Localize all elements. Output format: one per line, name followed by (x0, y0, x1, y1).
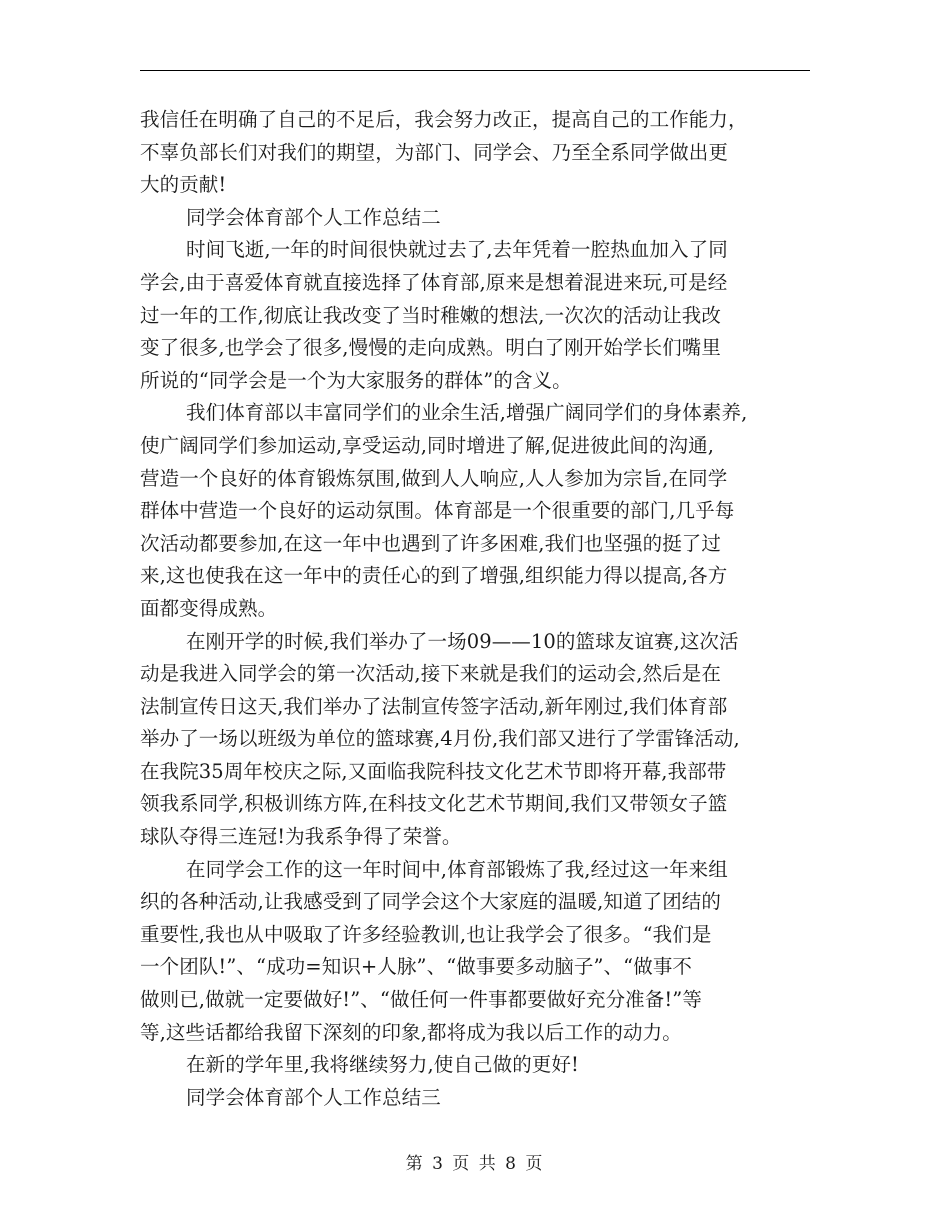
text-line: 面都变得成熟。 (140, 596, 278, 620)
text-line: 在同学会工作的这一年时间中,体育部锻炼了我,经过这一年来组 (186, 857, 728, 881)
text-line: 次活动都要参加,在这一年中也遇到了许多困难,我们也坚强的挺了过 (140, 531, 721, 555)
text-line: 织的各种活动,让我感受到了同学会这个大家庭的温暖,知道了团结的 (140, 890, 721, 914)
text-line: 所说的“同学会是一个为大家服务的群体”的含义。 (140, 368, 572, 392)
text-line: 来,这也使我在这一年中的责任心的到了增强,组织能力得以提高,各方 (140, 564, 728, 588)
text-line: 在新的学年里,我将继续努力,使自己做的更好! (186, 1053, 579, 1077)
text-line: 举办了一场以班级为单位的篮球赛,4月份,我们部又进行了学雷锋活动, (140, 727, 740, 751)
text-line: 学会,由于喜爱体育就直接选择了体育部,原来是想着混进来玩,可是经 (140, 270, 728, 294)
text-line: 领我系同学,积极训练方阵,在科技文化艺术节期间,我们又带领女子篮 (140, 792, 728, 816)
text-line: 同学会体育部个人工作总结三 (186, 1085, 441, 1109)
text-line: 同学会体育部个人工作总结二 (186, 205, 441, 229)
page-footer: 第 3 页 共 8 页 (405, 1154, 545, 1174)
text-line: 等,这些话都给我留下深刻的印象,都将成为我以后工作的动力。 (140, 1020, 682, 1044)
text-line: 球队夺得三连冠!为我系争得了荣誉。 (140, 825, 462, 849)
text-line: 时间飞逝,一年的时间很快就过去了,去年凭着一腔热血加入了同 (186, 238, 728, 262)
text-line: 动是我进入同学会的第一次活动,接下来就是我们的运动会,然后是在 (140, 662, 721, 686)
text-line: 过一年的工作,彻底让我改变了当时稚嫩的想法,一次次的活动让我改 (140, 303, 721, 327)
text-line: 营造一个良好的体育锻炼氛围,做到人人响应,人人参加为宗旨,在同学 (140, 466, 728, 490)
text-line: 大的贡献! (140, 173, 227, 197)
text-line: 我信任在明确了自己的不足后，我会努力改正，提高自己的工作能力， (140, 108, 748, 131)
text-line: 做则已,做就一定要做好!”、“做任何一件事都要做好充分准备!”等 (140, 988, 702, 1012)
text-line: 群体中营造一个良好的运动氛围。体育部是一个很重要的部门,几乎每 (140, 499, 735, 523)
text-line: 法制宣传日这天,我们举办了法制宣传签字活动,新年刚过,我们体育部 (140, 694, 728, 718)
text-line: 在我院35周年校庆之际,又面临我院科技文化艺术节即将开幕,我部带 (140, 759, 727, 783)
text-line: 我们体育部以丰富同学们的业余生活,增强广阔同学们的身体素养, (186, 401, 748, 425)
text-line: 使广阔同学们参加运动,享受运动,同时增进了解,促进彼此间的沟通, (140, 433, 714, 457)
body-text (140, 104, 812, 1114)
text-line: 重要性,我也从中吸取了许多经验教训,也让我学会了很多。“我们是 (140, 922, 712, 946)
text-line: 一个团队!”、“成功=知识+人脉”、“做事要多动脑子”、“做事不 (140, 955, 693, 979)
text-line: 变了很多,也学会了很多,慢慢的走向成熟。明白了刚开始学长们嘴里 (140, 336, 721, 360)
header-rule (140, 70, 810, 71)
text-line: 不辜负部长们对我们的期望，为部门、同学会、乃至全系同学做出更 (140, 140, 729, 164)
text-line: 在刚开学的时候,我们举办了一场09——10的篮球友谊赛,这次活 (186, 629, 739, 653)
